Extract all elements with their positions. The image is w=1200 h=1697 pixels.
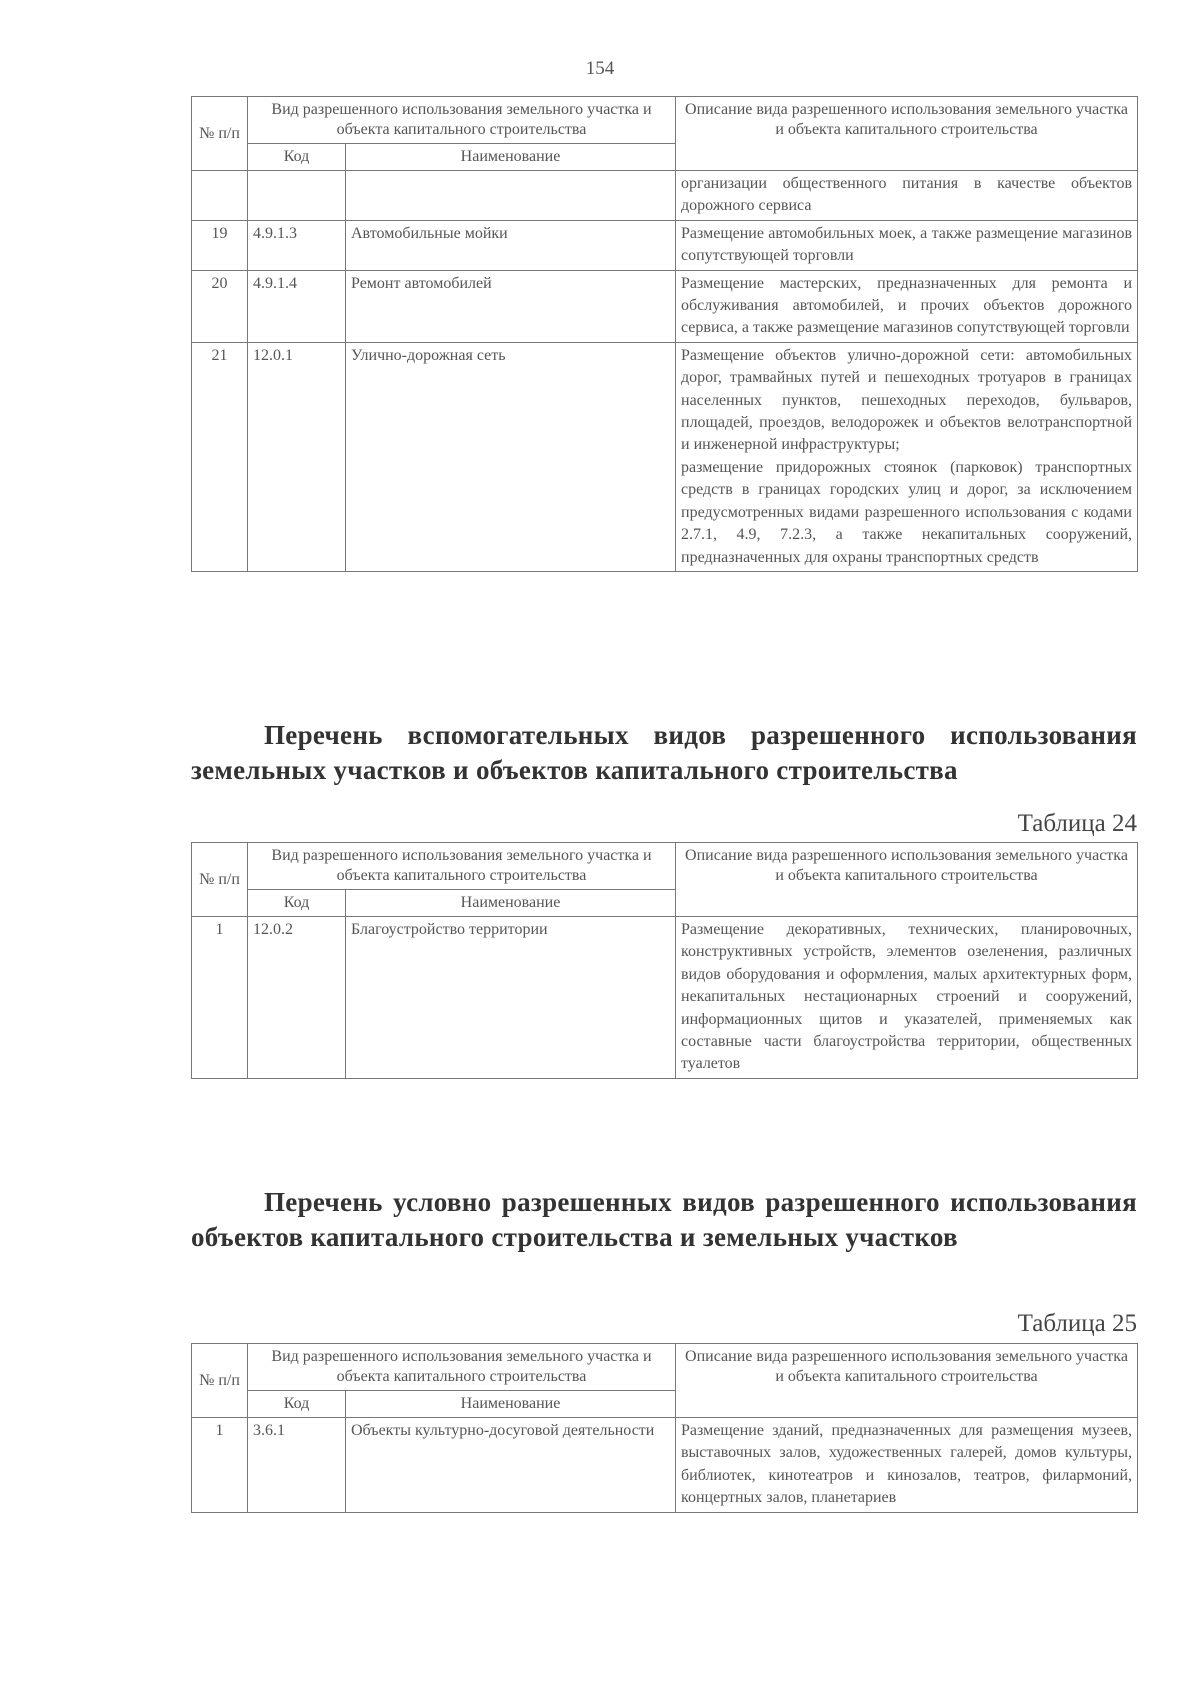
row-code: 4.9.1.4 (248, 270, 346, 342)
table-24 (191, 842, 1138, 1079)
table-row (192, 270, 1138, 342)
header-num: № п/п (192, 843, 248, 917)
section-heading-auxiliary: Перечень вспомогательных видов разрешенного использования земельных участков и объектов капитального строительства (191, 720, 1137, 785)
header-num: № п/п (192, 97, 248, 171)
header-desc: Описание вида разрешенного использования земельного участка и объекта капитального строительства (676, 843, 1138, 917)
table-row (192, 220, 1138, 270)
table-row (192, 342, 1138, 571)
row-name: Автомобильные мойки (346, 220, 676, 270)
section-heading-conditional: Перечень условно разрешенных видов разрешенного использования объектов капитального строительства и земельных участков (191, 1187, 1137, 1252)
row-name: Ремонт автомобилей (346, 270, 676, 342)
row-description: Размещение объектов улично-дорожной сети: автомобильных дорог, трамвайных путей и пешеходных тротуаров в границах населенных пунктов, пешеходных переходов, бульваров, площадей, проездов, велодорожек и объектов велотранспортной и инженерной инфраструктуры; размещение придорожных стоянок (парковок) транспортных средств в границах городских улиц и дорог, за исключением предусмотренных видами разрешенного использования с кодами 2.7.1, 4.9, 7.2.3, а также некапитальных сооружений, предназначенных для охраны транспортных средств (676, 342, 1138, 571)
header-kod: Код (248, 890, 346, 917)
row-description: Размещение автомобильных моек, а также размещение магазинов сопутствующей торговли (676, 220, 1138, 270)
header-num: № п/п (192, 1344, 248, 1418)
row-name: Благоустройство территории (346, 917, 676, 1079)
row-name: Улично-дорожная сеть (346, 342, 676, 571)
header-name: Наименование (346, 890, 676, 917)
row-code: 12.0.1 (248, 342, 346, 571)
table-25 (191, 1343, 1138, 1513)
header-vid: Вид разрешенного использования земельного участка и объекта капитального строительства (248, 97, 676, 144)
row-code: 12.0.2 (248, 917, 346, 1079)
table-continuation (191, 96, 1138, 572)
row-number: 1 (192, 1418, 248, 1513)
row-description: организации общественного питания в качестве объектов дорожного сервиса (676, 171, 1138, 221)
table-row (192, 917, 1138, 1079)
table-caption-25: Таблица 25 (1017, 1310, 1137, 1337)
header-name: Наименование (346, 1391, 676, 1418)
header-desc: Описание вида разрешенного использования земельного участка и объекта капитального строительства (676, 97, 1138, 171)
row-number: 1 (192, 917, 248, 1079)
row-code: 3.6.1 (248, 1418, 346, 1513)
header-kod: Код (248, 1391, 346, 1418)
row-description: Размещение мастерских, предназначенных для ремонта и обслуживания автомобилей, и прочих объектов дорожного сервиса, а также размещение магазинов сопутствующей торговли (676, 270, 1138, 342)
table-caption-24: Таблица 24 (1017, 810, 1137, 837)
page-number: 154 (585, 58, 615, 79)
header-name: Наименование (346, 144, 676, 171)
row-description: Размещение декоративных, технических, планировочных, конструктивных устройств, элементов озеленения, различных видов оборудования и оформления, малых архитектурных форм, некапитальных нестационарных строений и сооружений, информационных щитов и указателей, применяемых как составные части благоустройства территории, общественных туалетов (676, 917, 1138, 1079)
row-description: Размещение зданий, предназначенных для размещения музеев, выставочных залов, художественных галерей, домов культуры, библиотек, кинотеатров и кинозалов, театров, филармоний, концертных залов, планетариев (676, 1418, 1138, 1513)
row-code: 4.9.1.3 (248, 220, 346, 270)
row-number: 20 (192, 270, 248, 342)
header-desc: Описание вида разрешенного использования земельного участка и объекта капитального строительства (676, 1344, 1138, 1418)
header-vid: Вид разрешенного использования земельного участка и объекта капитального строительства (248, 1344, 676, 1391)
table-row (192, 171, 1138, 221)
row-name: Объекты культурно-досуговой деятельности (346, 1418, 676, 1513)
header-kod: Код (248, 144, 346, 171)
row-number: 19 (192, 220, 248, 270)
header-vid: Вид разрешенного использования земельного участка и объекта капитального строительства (248, 843, 676, 890)
table-row (192, 1418, 1138, 1513)
row-number: 21 (192, 342, 248, 571)
